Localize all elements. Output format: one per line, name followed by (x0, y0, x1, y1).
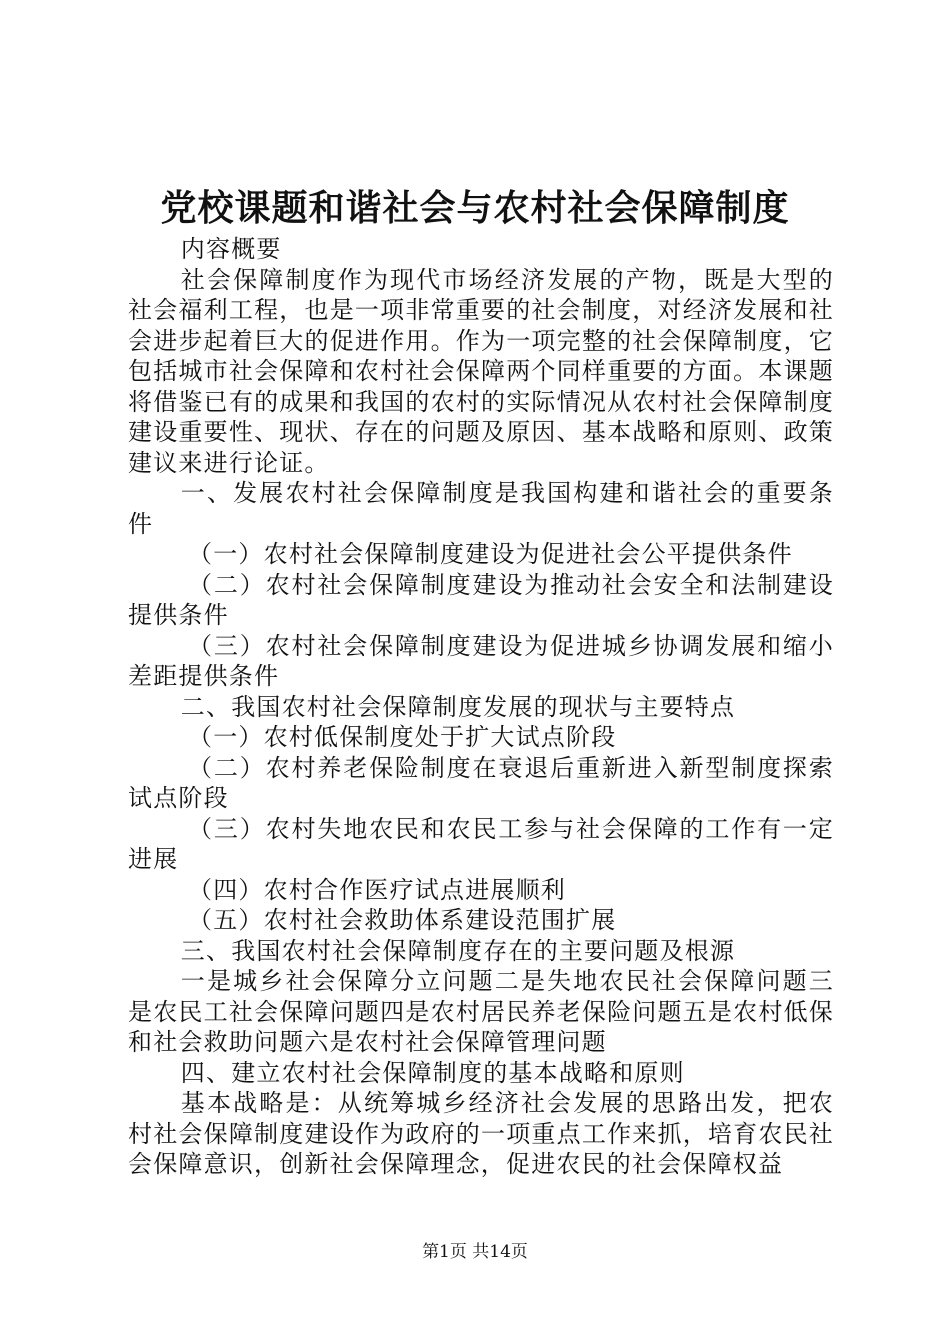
subsection-heading: （四）农村合作医疗试点进展顺利 (188, 875, 566, 904)
subsection-heading: （二）农村社会保障制度建设为推动社会安全和法制建设提供条件 (128, 570, 834, 629)
section-heading-3: 三、我国农村社会保障制度存在的主要问题及根源 (180, 936, 736, 965)
section-heading-1: 一、发展农村社会保障制度是我国构建和谐社会的重要条件 (128, 479, 834, 538)
subsection-heading: （三）农村社会保障制度建设为促进城乡协调发展和缩小差距提供条件 (128, 631, 834, 690)
paragraph-strategy: 基本战略是：从统筹城乡经济社会发展的思路出发，把农村社会保障制度建设作为政府的一项重点工作来抓，培育农民社会保障意识，创新社会保障理念，促进农民的社会保障权益 (128, 1089, 834, 1178)
section-heading-2: 二、我国农村社会保障制度发展的现状与主要特点 (180, 692, 736, 721)
document-title: 党校课题和谐社会与农村社会保障制度 (160, 187, 790, 229)
page-number-footer: 第1页 共14页 (422, 1242, 528, 1262)
subsection-heading: （一）农村社会保障制度建设为促进社会公平提供条件 (188, 540, 793, 568)
subsection-heading: （五）农村社会救助体系建设范围扩展 (188, 906, 617, 934)
subsection-heading: （二）农村养老保险制度在衰退后重新进入新型制度探索试点阶段 (128, 753, 834, 812)
section-heading-4: 四、建立农村社会保障制度的基本战略和原则 (180, 1058, 685, 1087)
subsection-heading: （一）农村低保制度处于扩大试点阶段 (188, 723, 617, 751)
paragraph-problems: 一是城乡社会保障分立问题二是失地农民社会保障问题三是农民工社会保障问题四是农村居民养老保险问题五是农村低保和社会救助问题六是农村社会保障管理问题 (128, 967, 834, 1056)
document-body (128, 234, 834, 1180)
section-heading-summary: 内容概要 (180, 235, 282, 263)
subsection-heading: （三）农村失地农民和农民工参与社会保障的工作有一定进展 (128, 814, 834, 873)
paragraph-summary: 社会保障制度作为现代市场经济发展的产物，既是大型的社会福利工程，也是一项非常重要的社会制度，对经济发展和社会进步起着巨大的促进作用。作为一项完整的社会保障制度，它包括城市社会保障和农村社会保障两个同样重要的方面。本课题将借鉴已有的成果和我国的农村的实际情况从农村社会保障制度建设重要性、现状、存在的问题及原因、基本战略和原则、政策建议来进行论证。 (128, 265, 834, 477)
